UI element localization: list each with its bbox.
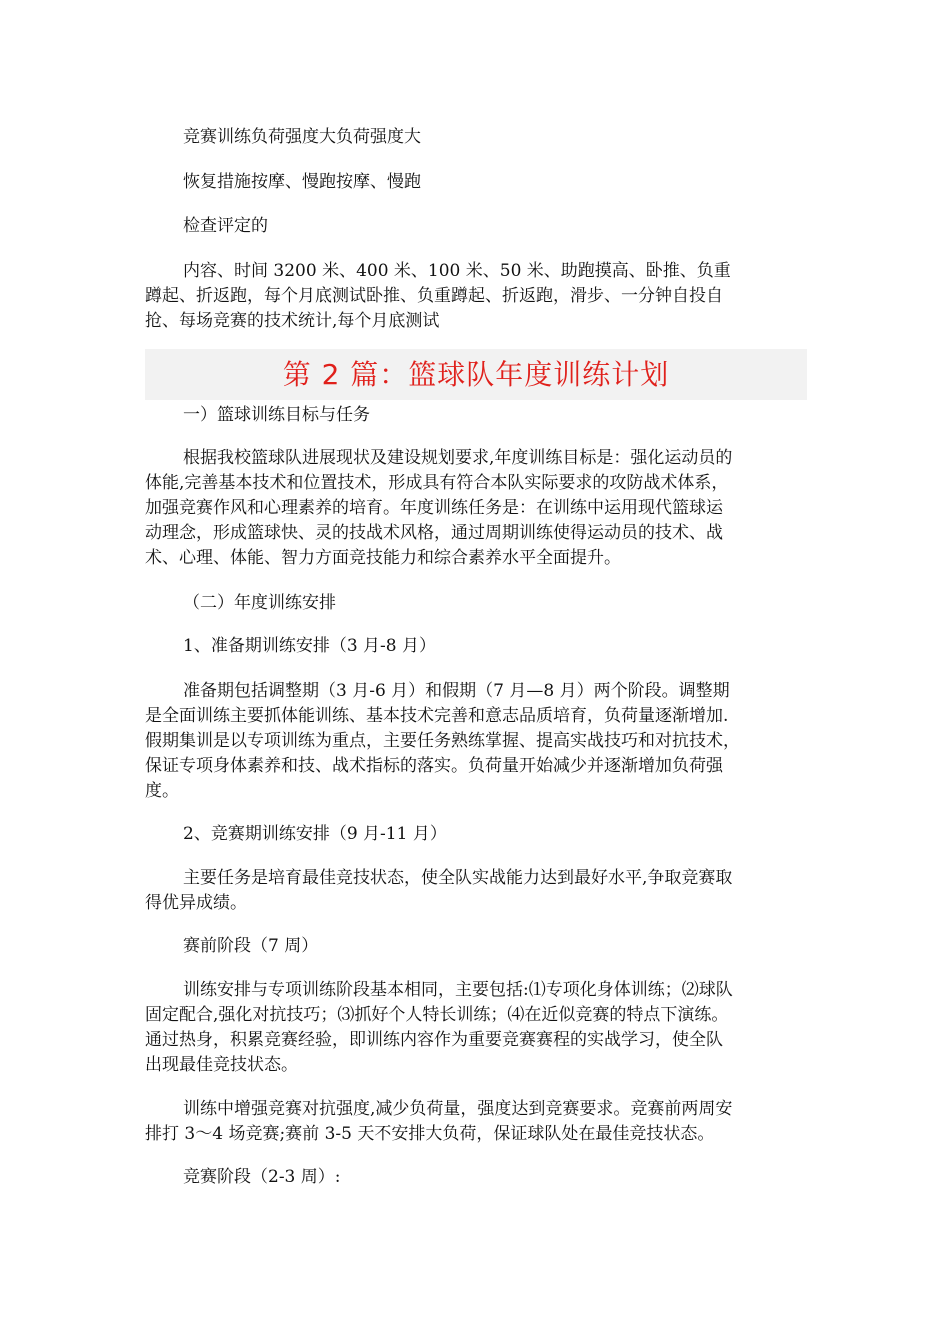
- section-heading-goals: 一）篮球训练目标与任务: [183, 405, 370, 425]
- para1-line-1: 根据我校篮球队进展现状及建设规划要求,年度训练目标是：强化运动员的: [183, 448, 733, 468]
- text-line-load: 竞赛训练负荷强度大负荷强度大: [183, 127, 421, 147]
- para5-line-2: 排打 3～4 场竞赛;赛前 3-5 天不安排大负荷，保证球队处在最佳竞技状态。: [145, 1124, 715, 1144]
- para2-line-2: 是全面训练主要抓体能训练、基本技术完善和意志品质培育，负荷量逐渐增加.: [145, 706, 729, 726]
- para3-line-2: 得优异成绩。: [145, 893, 247, 913]
- para2-line-1: 准备期包括调整期（3 月-6 月）和假期（7 月—8 月）两个阶段。调整期: [183, 681, 730, 701]
- para2-line-4: 保证专项身体素养和技、战术指标的落实。负荷量开始减少并逐渐增加负荷强: [145, 756, 723, 776]
- para2-line-3: 假期集训是以专项训练为重点，主要任务熟练掌握、提高实战技巧和对抗技术，: [145, 731, 740, 751]
- para4-line-3: 通过热身，积累竞赛经验，即训练内容作为重要竞赛赛程的实战学习，使全队: [145, 1030, 723, 1050]
- para4-line-2: 固定配合,强化对抗技巧；⑶抓好个人特长训练；⑷在近似竞赛的特点下演练。: [145, 1005, 729, 1025]
- content-line-2: 蹲起、折返跑，每个月底测试卧推、负重蹲起、折返跑，滑步、一分钟自投自: [145, 286, 723, 306]
- stage-heading-pre: 赛前阶段（7 周）: [183, 936, 319, 956]
- subheading-competition: 2、竞赛期训练安排（9 月-11 月）: [183, 824, 447, 844]
- section-heading-arrangement: （二）年度训练安排: [183, 593, 336, 613]
- content-line-3: 抢、每场竞赛的技术统计,每个月底测试: [145, 311, 440, 331]
- stage-heading-competition: 竞赛阶段（2-3 周）:: [183, 1167, 341, 1187]
- para1-line-4: 动理念，形成篮球快、灵的技战术风格，通过周期训练使得运动员的技术、战: [145, 523, 723, 543]
- para1-line-2: 体能,完善基本技术和位置技术，形成具有符合本队实际要求的攻防战术体系，: [145, 473, 729, 493]
- text-line-recovery: 恢复措施按摩、慢跑按摩、慢跑: [183, 172, 421, 192]
- para1-line-5: 术、心理、体能、智力方面竞技能力和综合素养水平全面提升。: [145, 548, 621, 568]
- para1-line-3: 加强竞赛作风和心理素养的培育。年度训练任务是：在训练中运用现代篮球运: [145, 498, 723, 518]
- para4-line-1: 训练安排与专项训练阶段基本相同，主要包括:⑴专项化身体训练；⑵球队: [183, 980, 733, 1000]
- para2-line-5: 度。: [145, 781, 179, 801]
- subheading-preparation: 1、准备期训练安排（3 月-8 月）: [183, 636, 436, 656]
- chapter-heading: 第 2 篇：篮球队年度训练计划: [282, 358, 670, 391]
- para3-line-1: 主要任务是培育最佳竞技状态，使全队实战能力达到最好水平,争取竞赛取: [183, 868, 733, 888]
- para5-line-1: 训练中增强竞赛对抗强度,减少负荷量，强度达到竞赛要求。竞赛前两周安: [183, 1099, 733, 1119]
- content-line-1: 内容、时间 3200 米、400 米、100 米、50 米、助跑摸高、卧推、负重: [183, 261, 731, 281]
- para4-line-4: 出现最佳竞技状态。: [145, 1055, 298, 1075]
- text-line-evaluation: 检查评定的: [183, 216, 268, 236]
